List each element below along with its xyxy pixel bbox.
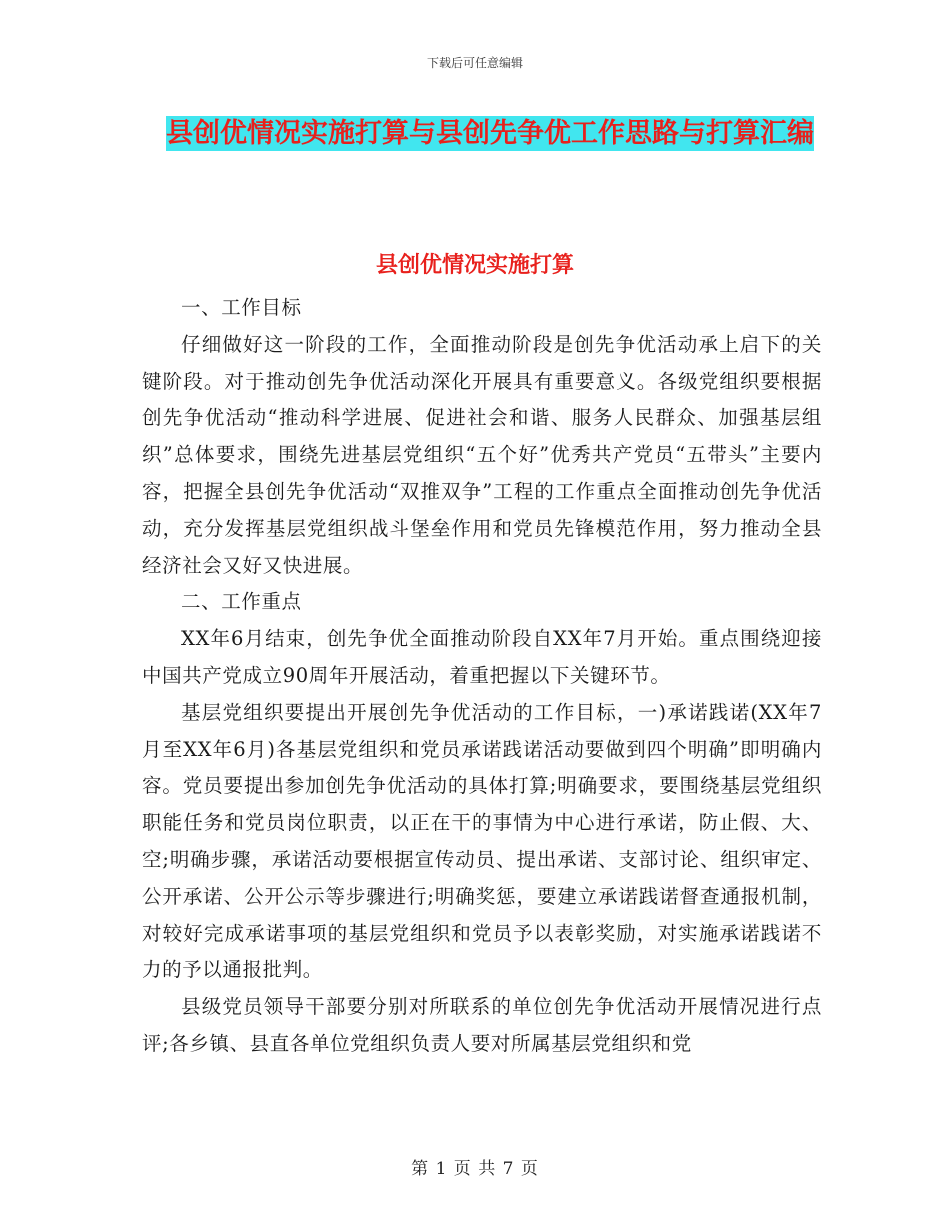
paragraph: 仔细做好这一阶段的工作，全面推动阶段是创先争优活动承上启下的关键阶段。对于推动创先争优活动深化开展具有重要意义。各级党组织要根据创先争优活动“推动科学进展、促进社会和谐、服务人民群众、加强基层组织”总体要求，围绕先进基层党组织“五个好”优秀共产党员“五带头”主要内容，把握全县创先争优活动“双推双争”工程的工作重点全面推动创先争优活动，充分发挥基层党组织战斗堡垒作用和党员先锋模范作用，努力推动全县经济社会又好又快进展。	[142, 332, 822, 577]
document-body	[142, 290, 822, 1063]
heading-work-focus: 二、工作重点	[181, 590, 302, 614]
page-number: 第 1 页 共 7 页	[411, 1159, 539, 1179]
document-title-text: 县创优情况实施打算与县创先争优工作思路与打算汇编	[166, 118, 814, 149]
heading-work-goals: 一、工作目标	[181, 296, 302, 319]
paragraph: XX年6月结束，创先争优全面推动阶段自XX年7月开始。重点围绕迎接中国共产党成立90周年开展活动，着重把握以下关键环节。	[142, 627, 822, 687]
paragraph: 县级党员领导干部要分别对所联系的单位创先争优活动开展情况进行点评;各乡镇、县直各单位党组织负责人要对所属基层党组织和党	[142, 995, 822, 1055]
paragraph: 基层党组织要提出开展创先争优活动的工作目标，一)承诺践诺(XX年7月至XX年6月)各基层党组织和党员承诺践诺活动要做到四个明确”即明确内容。党员要提出参加创先争优活动的具体打算;明确要求，要围绕基层党组织职能任务和党员岗位职责，以正在干的事情为中心进行承诺，防止假、大、空;明确步骤，承诺活动要根据宣传动员、提出承诺、支部讨论、组织审定、公开承诺、公开公示等步骤进行;明确奖惩，要建立承诺践诺督查通报机制，对较好完成承诺事项的基层党组织和党员予以表彰奖励，对实施承诺践诺不力的予以通报批判。	[142, 700, 822, 982]
page-header-note: 下载后可任意编辑	[426, 56, 523, 70]
document-title	[150, 108, 830, 160]
section-title: 县创优情况实施打算	[375, 253, 574, 278]
